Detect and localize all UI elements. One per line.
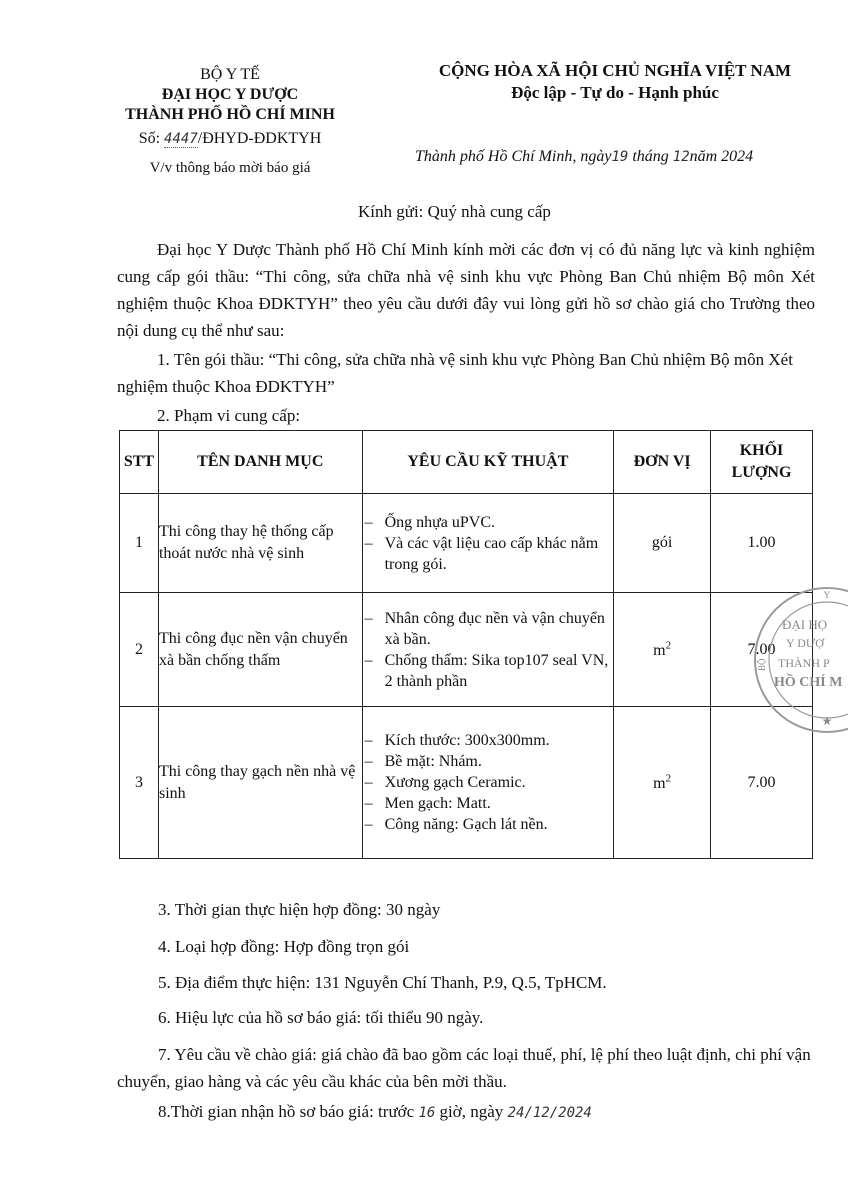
issuer-block [100,65,360,178]
requirement-item: – Và các vật liệu cao cấp khác nằm trong gói. [363,533,614,575]
university-name: ĐẠI HỌC Y DƯỢC [161,86,299,103]
date-day-handwritten: 19 [611,149,629,165]
stamp-line-3: THÀNH P [778,656,830,670]
row-requirements [362,707,614,859]
unit-text: $m^2$ [653,772,672,792]
stamp-line-1: ĐẠI HỌ [782,617,828,632]
col-requirements: YÊU CẦU KỸ THUẬT [362,431,614,494]
col-name: TÊN DANH MỤC [158,431,362,494]
scope-table [119,430,813,859]
col-stt: STT [120,431,159,494]
col-unit: ĐƠN VỊ [614,431,711,494]
deadline-hour-handwritten: 16 [418,1105,436,1121]
row-unit: gói [614,494,711,593]
official-stamp [752,585,848,735]
stamp-line-4: HỒ CHÍ M [774,675,843,690]
requirement-item: – Men gạch: Matt. [363,793,614,814]
document-number: Số: 4447/ĐHYD-ĐDKTYH [138,130,322,147]
table-row [120,707,813,859]
requirement-item: – Ống nhựa uPVC. [363,512,614,533]
table-row [120,494,813,593]
unit-text: $m^2$ [653,639,672,659]
requirement-item: – Kích thước: 300x300mm. [363,730,614,751]
requirement-item: – Bề mặt: Nhám. [363,751,614,772]
item-contract-type: 4. Loại hợp đồng: Hợp đồng trọn gói [158,937,410,956]
row-name: Thi công đục nền vận chuyển xà bần chống thấm [158,593,362,707]
row-quantity: 1.00 [711,494,813,593]
item-scope: 2. Phạm vi cung cấp: [157,406,301,425]
intro-paragraph: Đại học Y Dược Thành phố Hồ Chí Minh kính mời các đơn vị có đủ năng lực và kinh nghiệm cung cấp gói thầu: “Thi công, sửa chữa nhà vệ sinh khu vực Phòng Ban Chủ nhiệm Bộ môn Xét nghiệm thuộc Khoa ĐDKTYH” theo yêu cầu dưới đây vui lòng gửi hồ sơ chào giá cho Trường theo nội dung cụ thể như sau: [117,240,815,340]
stamp-star-icon: ★ [821,714,833,728]
requirement-item: – Công năng: Gạch lát nền. [363,814,614,835]
row-requirements [362,494,614,593]
greeting: Kính gửi: Quý nhà cung cấp [358,202,551,221]
row-quantity: 7.00 [711,593,813,707]
item-package-name: 1. Tên gói thầu: “Thi công, sửa chữa nhà vệ sinh khu vực Phòng Ban Chủ nhiệm Bộ môn Xét nghiệm thuộc Khoa ĐDKTYH” [117,350,793,396]
document-subject: V/v thông báo mời báo giá [149,160,311,176]
table-header-row [120,431,813,494]
row-unit [614,707,711,859]
requirement-item: – Nhân công đục nền và vận chuyển xà bần. [363,608,614,650]
table-row [120,593,813,707]
document-date: Thành phố Hồ Chí Minh, ngày19 tháng 12năm 2024 [415,148,754,165]
row-name: Thi công thay gạch nền nhà vệ sinh [158,707,362,859]
national-header [410,60,820,104]
col-quantity: KHỐI LƯỢNG [711,431,813,494]
deadline-date-handwritten: 24/12/2024 [507,1105,592,1121]
stamp-top-text: Y [823,590,831,600]
row-stt: 3 [120,707,159,859]
requirement-item: – Xương gạch Ceramic. [363,772,614,793]
row-requirements [362,593,614,707]
ministry-name: BỘ Y TẾ [200,66,260,83]
item-validity: 6. Hiệu lực của hồ sơ báo giá: tối thiểu 90 ngày. [158,1008,484,1027]
item-duration: 3. Thời gian thực hiện hợp đồng: 30 ngày [158,900,441,919]
row-quantity: 7.00 [711,707,813,859]
row-unit [614,593,711,707]
stamp-line-2: Y DƯỢ [786,636,824,650]
row-stt: 2 [120,593,159,707]
stamp-side-text: BỘ [757,658,767,671]
requirement-item: – Chống thấm: Sika top107 seal VN, 2 thành phần [363,650,614,692]
date-month-handwritten: 12 [672,149,690,165]
doc-number-handwritten: 4447 [164,131,198,147]
row-name: Thi công thay hệ thống cấp thoát nước nhà vệ sinh [158,494,362,593]
university-city: THÀNH PHỐ HỒ CHÍ MINH [125,106,335,123]
republic-title: CỘNG HÒA XÃ HỘI CHỦ NGHĨA VIỆT NAM [438,61,792,80]
row-stt: 1 [120,494,159,593]
national-motto: Độc lập - Tự do - Hạnh phúc [511,83,719,102]
item-price-requirements: 7. Yêu cầu về chào giá: giá chào đã bao gồm các loại thuế, phí, lệ phí theo luật định, chi phí vận chuyển, giao hàng và các yêu cầu khác của bên mời thầu. [117,1045,811,1091]
item-location: 5. Địa điểm thực hiện: 131 Nguyễn Chí Thanh, P.9, Q.5, TpHCM. [158,973,607,992]
item-deadline: 8.Thời gian nhận hồ sơ báo giá: trước 16 giờ, ngày 24/12/2024 [158,1102,592,1121]
